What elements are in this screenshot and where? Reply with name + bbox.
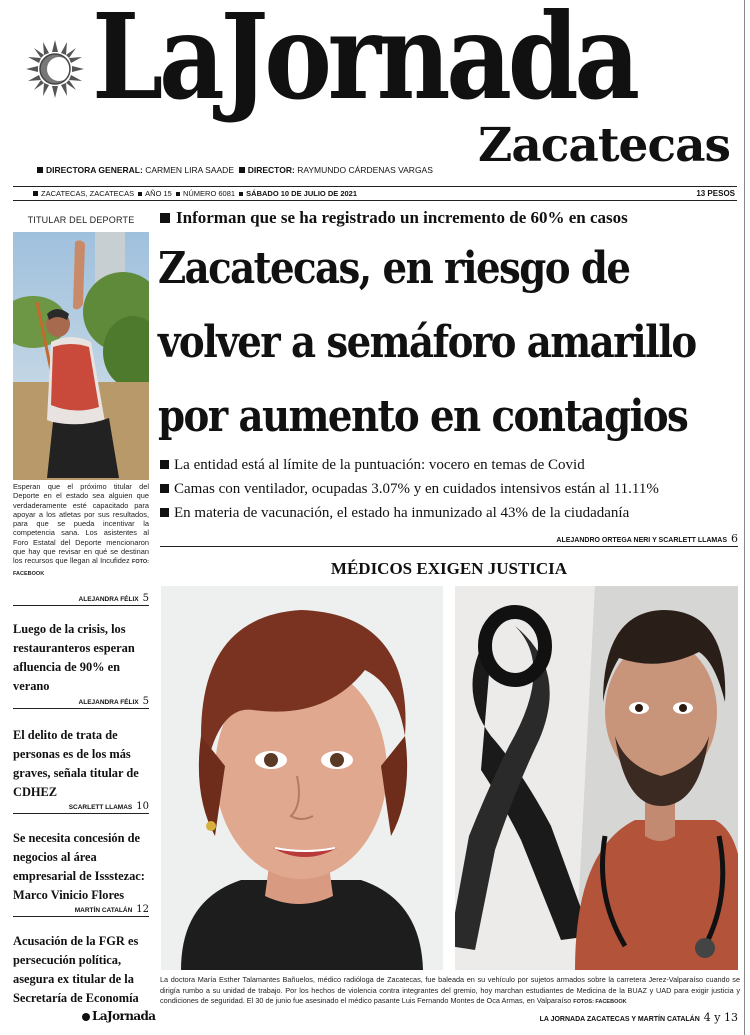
brief-trafficking[interactable]: El delito de trata de personas es de los más graves, señala titular de CDHEZ	[13, 728, 139, 799]
sport-byline-author: ALEJANDRA FÉLIX	[78, 596, 139, 603]
page-border	[744, 0, 745, 1035]
bullet-item	[160, 501, 740, 525]
brief-issstezac-byline	[13, 904, 149, 917]
doctor-man-photo[interactable]	[455, 586, 738, 970]
footer-logo-icon	[82, 1013, 90, 1021]
sport-byline-page: 5	[142, 593, 149, 604]
doctors-byline-pages: 4 y 13	[703, 1011, 738, 1024]
dateline-place: ZACATECAS, ZACATECAS	[41, 189, 135, 198]
main-kicker-text: Informan que se ha registrado un incremento de 60% en casos	[176, 208, 628, 227]
dateline-date: SÁBADO 10 DE JULIO DE 2021	[246, 189, 358, 198]
dateline-number: NÚMERO 6081	[182, 189, 236, 198]
sport-caption-text: Esperan que el próximo titular del Deporte en el estado sea alguien que verdaderamente esté capacitado para apoyar a los atletas por sus resultados, para que se pueda incentivar la competencia sana. Los asistentes al Foro Estatal del Deporte mencionaron que hay que revisar en qué se destinan los recursos que llegan al Incufidez	[13, 482, 149, 566]
dateline-year: AÑO 15	[145, 189, 172, 198]
director-label: DIRECTOR:	[247, 165, 295, 175]
footer-logo-text: LaJornada	[92, 1009, 156, 1023]
bullet-item	[160, 453, 740, 477]
section-label: TITULAR DEL DEPORTE	[27, 215, 135, 225]
brief-trafficking-byline	[13, 801, 149, 814]
brief-restaurants-byline	[13, 696, 149, 709]
main-kicker	[160, 207, 738, 229]
sport-byline	[13, 593, 149, 606]
director-name: RAYMUNDO CÁRDENAS VARGAS	[297, 165, 433, 175]
doctor-woman-photo[interactable]	[161, 586, 443, 970]
director-general-label: DIRECTORA GENERAL:	[46, 165, 143, 175]
bullet-text: La entidad está al límite de la puntuación: vocero en temas de Covid	[174, 457, 585, 473]
bullet-text: Camas con ventilador, ocupadas 3.07% y en cuidados intensivos están al 11.11%	[174, 481, 659, 497]
brief-restaurants[interactable]: Luego de la crisis, los restauranteros esperan afluencia de 90% en verano	[13, 622, 135, 693]
brief-byline-author: ALEJANDRA FÉLIX	[78, 699, 139, 706]
doctors-section-title: MÉDICOS EXIGEN JUSTICIA	[330, 559, 568, 578]
footer-logo	[82, 1009, 155, 1023]
newspaper-logo: LaJornada	[92, 0, 636, 126]
main-bullets	[160, 453, 740, 525]
headline-line: volver a semáforo amarillo	[158, 317, 696, 368]
left-column	[13, 210, 149, 1005]
brief-issstezac[interactable]: Se necesita concesión de negocios al área empresarial de Issstezac: Marco Vinicio Flores	[13, 831, 145, 902]
bullet-item	[160, 477, 740, 501]
director-general-name: CARMEN LIRA SAADE	[145, 165, 234, 175]
dateline	[13, 186, 737, 201]
sport-photo-credit: FOTO: FACEBOOK	[13, 559, 149, 577]
headline-line: por aumento en contagios	[158, 391, 688, 442]
brief-fgr[interactable]: Acusación de la FGR es persecución política, asegura ex titular de la Secretaría de Economía	[13, 934, 139, 1005]
brief-byline-author: MARTÍN CATALÁN	[74, 907, 133, 914]
doctors-byline-author: LA JORNADA ZACATECAS Y MARTÍN CATALÁN	[539, 1016, 700, 1023]
main-byline-page: 6	[731, 532, 738, 545]
doctors-photo-credit: FOTOS: FACEBOOK	[573, 999, 627, 1005]
doctors-caption	[160, 975, 740, 1008]
edition-name: Zacatecas	[478, 118, 730, 173]
main-byline	[160, 533, 738, 547]
sport-photo-caption	[13, 482, 149, 579]
javelin-athlete-photo[interactable]	[13, 232, 149, 480]
brief-byline-page: 5	[142, 696, 149, 707]
main-byline-author: ALEJANDRO ORTEGA NERI Y SCARLETT LLAMAS	[556, 537, 727, 544]
doctors-byline	[160, 1011, 738, 1027]
brief-byline-author: SCARLETT LLAMAS	[68, 804, 133, 811]
headline-line: Zacatecas, en riesgo de	[158, 243, 630, 294]
doctors-caption-text: La doctora María Esther Talamantes Bañuelos, médico radióloga de Zacatecas, fue baleada en su vehículo por sujetos armados sobre la carretera Jerez-Valparaíso cuando se dirigía rumbo a su unidad de trabajo. Por los hechos de violencia contra integrantes del gremio, hoy marchan estudiantes de Medicina de la BUAZ y UAD para exigir justicia y condiciones de seguridad. El 30 de junio fue asesinado el médico pasante Luis Fernando Montes de Oca Armas, en Valparaíso	[160, 975, 740, 1005]
bullet-text: En materia de vacunación, el estado ha inmunizado al 43% de la ciudadanía	[174, 505, 630, 521]
sun-logo-icon	[24, 38, 86, 100]
brief-byline-page: 12	[136, 904, 149, 915]
price: 13 PESOS	[696, 189, 735, 198]
staff-line	[37, 165, 433, 175]
main-headline[interactable]	[158, 232, 739, 454]
brief-byline-page: 10	[136, 801, 149, 812]
